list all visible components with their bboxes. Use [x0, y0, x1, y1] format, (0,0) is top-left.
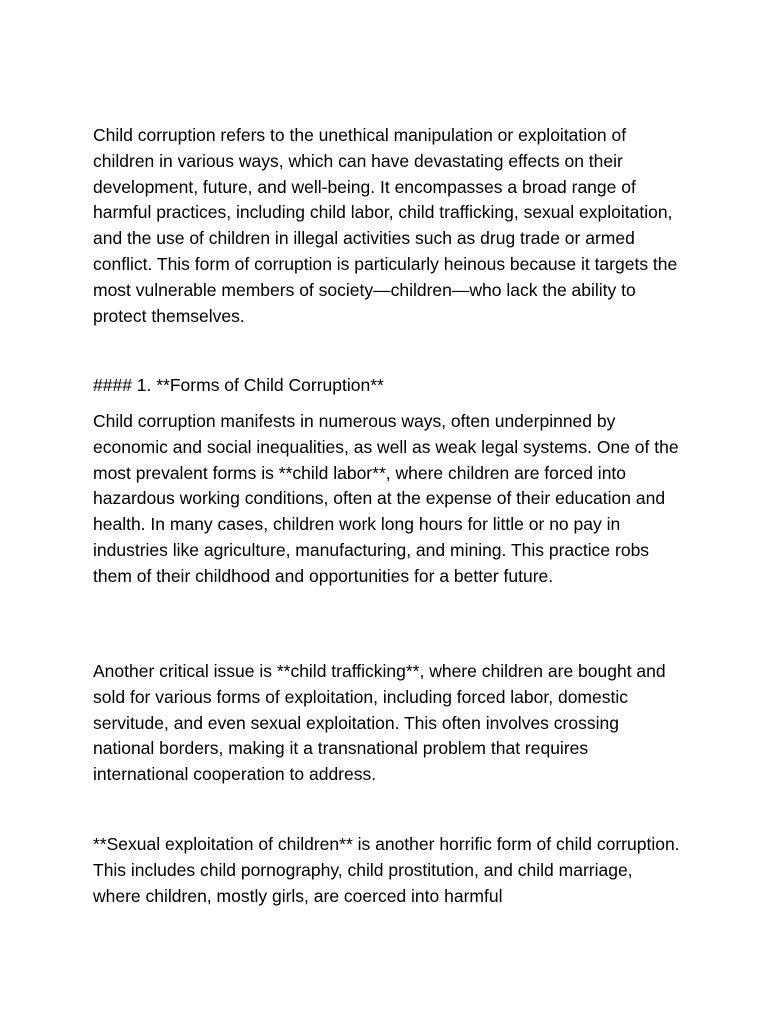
child-labor-paragraph: Child corruption manifests in numerous ways, often underpinned by economic and social inequalities, as well as weak legal systems. One of the most prevalent forms is **child labor**, where children are forced into hazardous working conditions, often at the expense of their education and health. In many cases, children work long hours for little or no pay in industries like agriculture, manufacturing, and mining. This practice robs them of their childhood and opportunities for a better future. [93, 411, 679, 586]
intro-paragraph: Child corruption refers to the unethical manipulation or exploitation of children in various ways, which can have devastating effects on their development, future, and well-being. It encompasses a broad range of harmful practices, including child labor, child trafficking, sexual exploitation, and the use of children in illegal activities such as drug trade or armed conflict. This form of corruption is particularly heinous because it targets the most vulnerable members of society—children—who lack the ability to protect themselves. [93, 125, 678, 326]
sexual-exploitation-paragraph: **Sexual exploitation of children** is another horrific form of child corruption. This includes child pornography, child prostitution, and child marriage, where children, mostly girls, are coerced into harmful [93, 834, 680, 906]
child-trafficking-paragraph: Another critical issue is **child trafficking**, where children are bought and sold for various forms of exploitation, including forced labor, domestic servitude, and even sexual exploitation. This often involves crossing national borders, making it a transnational problem that requires international cooperation to address. [93, 661, 666, 785]
section-heading-forms: #### 1. **Forms of Child Corruption** [93, 375, 384, 395]
